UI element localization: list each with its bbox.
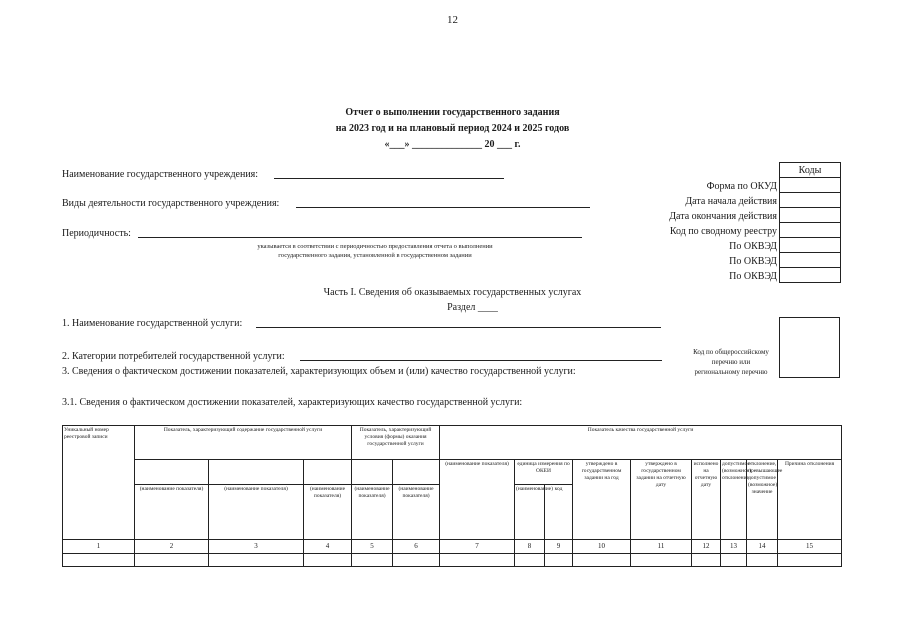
col-number: 12: [692, 540, 721, 554]
part-title: Часть I. Сведения об оказываемых государственных услугах: [323, 287, 582, 298]
okud-label: Форма по ОКУД: [706, 181, 777, 192]
table-cell[interactable]: [135, 554, 209, 567]
col-number: 10: [573, 540, 631, 554]
content-cell-1: [135, 460, 209, 485]
h-unit-okei: единица измерения по ОКЕИ: [515, 460, 573, 485]
col-number: 14: [747, 540, 778, 554]
service-name-line: [256, 327, 661, 328]
table-cell[interactable]: [545, 554, 573, 567]
periodicity-hint-1: указывается в соответствии с периодичностью предоставления отчета о выполнении: [257, 243, 493, 250]
h-allowed-deviation: допустимое (возможное) отклонение: [721, 460, 747, 540]
consumer-categories-label: 2. Категории потребителей государственной услуги:: [62, 351, 285, 362]
table-cell[interactable]: [573, 554, 631, 567]
report-title-date: «___» ______________ 20 ___ г.: [384, 139, 521, 150]
h-approved-year: утверждено в государственном задании на год: [573, 460, 631, 540]
c-name-5: (наименование показателя): [393, 485, 440, 540]
col-number: 5: [352, 540, 393, 554]
h-quality-name: (наименование показателя): [440, 460, 515, 540]
report-title-line2: на 2023 год и на плановый период 2024 и 2025 годов: [335, 123, 570, 134]
col-number: 7: [440, 540, 515, 554]
table-cell[interactable]: [778, 554, 842, 567]
col-number: 2: [135, 540, 209, 554]
h-exceeding-deviation: отклонение, превышающее допустимое (возможное) значение: [747, 460, 778, 540]
h-unique-number: Уникальный номер реестровой записи: [63, 426, 135, 540]
activity-types-label: Виды деятельности государственного учреждения:: [62, 198, 280, 209]
col-number: 4: [304, 540, 352, 554]
okved-cell-3[interactable]: [780, 268, 841, 283]
table-cell[interactable]: [631, 554, 692, 567]
col-number: 11: [631, 540, 692, 554]
table-cell[interactable]: [63, 554, 135, 567]
c-name-2: (наименование показателя): [209, 485, 304, 540]
table-cell[interactable]: [747, 554, 778, 567]
registry-code-box[interactable]: [779, 317, 840, 378]
table-cell[interactable]: [304, 554, 352, 567]
consumer-categories-line: [300, 360, 662, 361]
registry-note-line2: перечню или: [711, 358, 751, 366]
h-content: Показатель, характеризующий содержание государственной услуги: [135, 426, 352, 460]
okved-cell-2[interactable]: [780, 253, 841, 268]
table-cell[interactable]: [440, 554, 515, 567]
section-label: Раздел ____: [447, 302, 498, 313]
periodicity-hint-2: государственного задания, установленной в государственном задании: [278, 252, 472, 259]
registry-note-line3: региональному перечню: [694, 368, 768, 376]
col-number: 15: [778, 540, 842, 554]
actual-achievement-label: 3. Сведения о фактическом достижении показателей, характеризующих объем и (или) качество государственной услуги:: [62, 366, 576, 377]
registry-code-cell[interactable]: [780, 223, 841, 238]
report-title-line1: Отчет о выполнении государственного задания: [345, 107, 560, 118]
institution-name-line: [274, 178, 504, 179]
table-cell[interactable]: [515, 554, 545, 567]
h-executed: исполнено на отчетную дату: [692, 460, 721, 540]
okved-label-3: По ОКВЭД: [729, 271, 777, 282]
c-name-4: (наименование показателя): [352, 485, 393, 540]
service-name-label: 1. Наименование государственной услуги:: [62, 318, 243, 329]
col-number: 8: [515, 540, 545, 554]
c-name-3: (наименование показателя): [304, 485, 352, 540]
table-cell[interactable]: [393, 554, 440, 567]
h-approved-date: утверждено в государственном задании на отчетную дату: [631, 460, 692, 540]
c-unit-name: (наименование): [515, 485, 545, 540]
table-cell[interactable]: [692, 554, 721, 567]
end-date-cell[interactable]: [780, 208, 841, 223]
activity-types-line: [296, 207, 590, 208]
codes-header: Коды: [780, 163, 841, 178]
okved-label-2: По ОКВЭД: [729, 256, 777, 267]
periodicity-label: Периодичность:: [62, 228, 131, 239]
condition-cell-2: [393, 460, 440, 485]
quality-indicators-table: [62, 425, 842, 567]
end-date-label: Дата окончания действия: [669, 211, 777, 222]
content-cell-3: [304, 460, 352, 485]
start-date-label: Дата начала действия: [685, 196, 777, 207]
col-number: 13: [721, 540, 747, 554]
codes-table: [779, 162, 841, 283]
col-number: 1: [63, 540, 135, 554]
h-conditions: Показатель, характеризующий условия (формы) оказания государственной услуги: [352, 426, 440, 460]
okud-code-cell[interactable]: [780, 178, 841, 193]
table-cell[interactable]: [209, 554, 304, 567]
page-number: 12: [447, 14, 458, 26]
col-number: 9: [545, 540, 573, 554]
registry-code-label: Код по сводному реестру: [669, 226, 777, 237]
start-date-cell[interactable]: [780, 193, 841, 208]
col-number: 6: [393, 540, 440, 554]
institution-name-label: Наименование государственного учреждения:: [62, 169, 259, 180]
periodicity-line: [138, 237, 582, 238]
table-cell[interactable]: [721, 554, 747, 567]
h-reason: Причина отклонения: [778, 460, 842, 540]
content-cell-2: [209, 460, 304, 485]
okved-cell-1[interactable]: [780, 238, 841, 253]
condition-cell-1: [352, 460, 393, 485]
h-quality: Показатель качества государственной услуги: [440, 426, 842, 460]
table-cell[interactable]: [352, 554, 393, 567]
c-name-1: (наименование показателя): [135, 485, 209, 540]
okved-label-1: По ОКВЭД: [729, 241, 777, 252]
registry-note-line1: Код по общероссийскому: [693, 348, 769, 356]
col-number: 3: [209, 540, 304, 554]
c-unit-code: код: [545, 485, 573, 540]
quality-subsection-label: 3.1. Сведения о фактическом достижении показателей, характеризующих качество государственной услуги:: [62, 397, 523, 408]
